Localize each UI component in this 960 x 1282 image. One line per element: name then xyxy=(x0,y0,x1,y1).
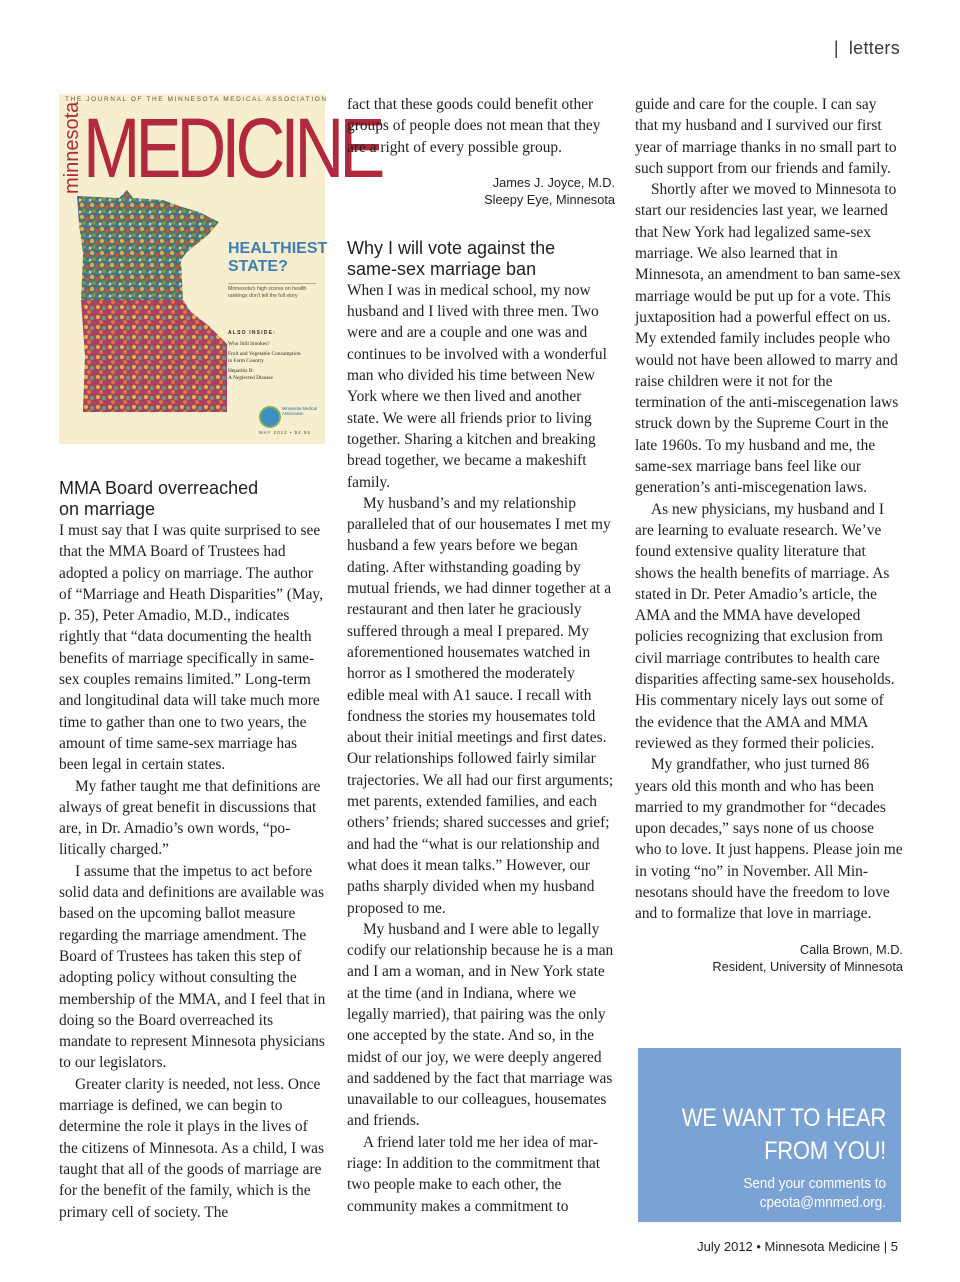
minnesota-shape-south xyxy=(81,300,227,412)
letter-1-paragraph: My father taught me that definitions are always of great benefit in discussions that are, in Dr. Amadio’s own words, “politically charged.” xyxy=(59,777,321,859)
cover-date: MAY 2012 • $4.95 xyxy=(259,430,311,435)
signature-name: Calla Brown, M.D. xyxy=(799,941,903,957)
callout-title-line: WE WANT TO HEAR xyxy=(681,1104,886,1132)
header-divider: | xyxy=(833,38,839,58)
letter-2-paragraph: As new physicians, my husband and I are learning to evaluate research. We’ve found extensive quality literature that shows the health benefits of marriage. As stated in Dr. Peter Amadio’s article, the AMA and the MMA have developed policies recognizing that exclusion from civil marriage contributes to health care disparities affecting same-sex households. His commentary nicely lays out some of the evidence that the AMA and MMA reviewed as they formed their policies. xyxy=(635,500,895,752)
section-label: letters xyxy=(848,38,900,58)
letter-1-paragraph: fact that these goods could benefit other groups of people does not mean that they are a right of every possible group. xyxy=(347,96,601,156)
letter-1-paragraph: Greater clarity is needed, not less. Once marriage is defined, we can begin to determine the role it plays in the lives of the citizens of Minnesota. As a child, I was taught that all of the goods of marriage are for the benefit of the family, which is the primary cell of society. The xyxy=(59,1075,324,1221)
column-2 xyxy=(347,94,615,1217)
cover-also-inside: ALSO INSIDE: Who Still Smokes? Fruit and Vegetable Consumption in Farm Country Hepatitis B: A Neglected Disease xyxy=(228,330,301,381)
letter-2-paragraph: My grandfather, who just turned 86 years old this month and who has been married to my grandmother for “decades upon decades,” says none of us choose who to love. It just happens. Please join me in voting “no” in November. All Minnesotans should have the freedom to love and to formalize that love in marriage. xyxy=(635,756,903,923)
letter-2-paragraph: My husband and I were able to legally codify our relationship because he is a man and I am a woman, and in New York state at the time (and in Indiana, where we legally married), that pairing was the only one accepted by the state. And so, in the midst of our joy, we were deeply angered and saddened by the fact that marriage was unavailable to our colleagues, housemates and friends. xyxy=(347,920,614,1130)
letter-2-paragraph: Shortly after we moved to Minnesota to start our residencies last year, we learned that New York had legalized same-sex marriage. We also learned that in Minnesota, an amendment to ban same-sex marriage would be put up for a vote. This juxtaposition had a powerful effect on us. My extended family includes people who would not have been allowed to marry and raise children were it not for the termination of the anti-miscegenation laws struck down by the Supreme Court in the late 1960s. To my husband and me, the same-sex marriage bans feel like our generation’s anti-miscegenation laws. xyxy=(635,181,901,497)
callout-sub-line: Send your comments to xyxy=(743,1175,886,1192)
letter-2-title: Why I will vote against the same-sex marriage ban xyxy=(347,237,556,279)
cover-journal-line: THE JOURNAL OF THE MINNESOTA MEDICAL ASSOCIATION xyxy=(65,96,328,103)
letter-1-paragraph: I assume that the impetus to act before solid data and definitions are available was based on the upcoming ballot measure regarding the marriage amendment. The Board of Trustees has taken this step of adopting policy without consulting the membership of the MMA, and I feel that in doing so the Board overreached its mandate to represent Minnesota physicians to our legislators. xyxy=(59,862,326,1072)
letter-1-title: MMA Board overreached on marriage xyxy=(59,478,259,519)
minnesota-shape-north xyxy=(77,190,219,300)
letter-2-signature xyxy=(635,941,903,975)
cover-subhead: Minnesota's high scores on health rankings don't tell the full story xyxy=(228,283,316,299)
signature-name: James J. Joyce, M.D. xyxy=(492,174,615,190)
column-1 xyxy=(59,94,381,1223)
cover-state-word: minnesota xyxy=(61,101,83,194)
page-folio: July 2012 • Minnesota Medicine | 5 xyxy=(697,1239,898,1254)
callout-title-line: FROM YOU! xyxy=(764,1137,886,1165)
mma-logo-icon xyxy=(259,406,281,428)
letter-2-paragraph: My husband’s and my relationship paralleled that of our housemates I met my husband a few years before we began dating. After withstanding goading by mutual friends, we had dinner together at a restaurant and then later he graciously suffered through a meal I prepared. My aforementioned housemates watched in horror as I smothered the moderately edible meal with A1 sauce. I recall with fondness the stories my housemates told about their initial meetings and first dates. Our relationships followed fairly similar trajectories. We all had our first arguments; met parents, extended families, and each others’ friends; shared successes and grief; and had the “what is our relationship and what does it mean talks.” However, our paths sharply divided when my husband proposed to me. xyxy=(347,494,614,917)
letter-2-paragraph: guide and care for the couple. I can say that my husband and I survived our first year of marriage thanks in no small part to such support from our friends and family. xyxy=(635,96,897,177)
section-header xyxy=(834,38,900,59)
cover-assoc-name: Minnesota Medical Association xyxy=(282,406,317,417)
signature-place: Resident, University of Minnesota xyxy=(712,958,903,974)
comments-callout xyxy=(638,1048,901,1222)
letter-1-signature xyxy=(347,174,615,208)
magazine-cover xyxy=(59,94,381,444)
cover-headline: HEALTHIEST STATE? xyxy=(228,240,328,275)
letter-2-paragraph: When I was in medical school, my now husband and I lived with three men. Two were and are a couple and one was and continues to be involved with a wonderful man who divided his time between New York where we then lived and another state. We were all friends prior to living together. Sharing a kitchen and breaking bread together, we became a makeshift family. xyxy=(347,281,607,491)
letter-1-paragraph: I must say that I was quite surprised to see that the MMA Board of Trustees had adopted a policy on marriage. The author of “Marriage and Heath Disparities” (May, p. 35), Peter Amadio, M.D., indicates rightly that “data documenting the health benefits of marriage specifically in same-sex couples remains limited.” Long-term and longitudinal data will take much more time to gather than one to two years, the amount of time same-sex marriage has been legal in certain states. xyxy=(59,522,323,774)
letter-2-paragraph: A friend later told me her idea of marriage: In addition to the commitment that two people make to each other, the community makes a commitment to xyxy=(347,1133,601,1215)
cover-masthead: MEDICINE xyxy=(83,101,381,195)
signature-place: Sleepy Eye, Minnesota xyxy=(484,191,615,207)
callout-email-link[interactable]: cpeota@mnmed.org. xyxy=(759,1194,886,1211)
column-3 xyxy=(635,94,903,975)
